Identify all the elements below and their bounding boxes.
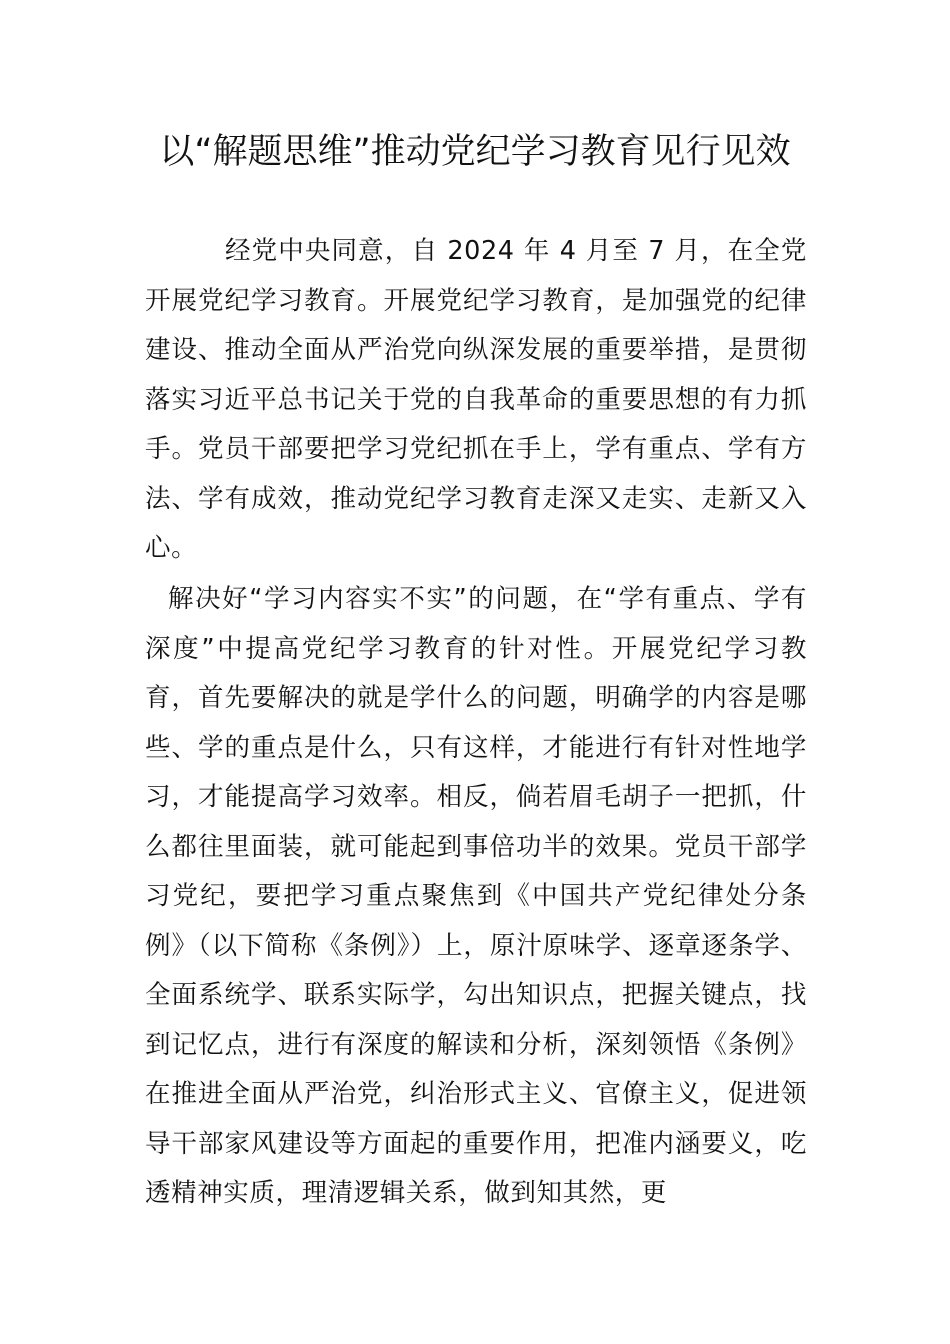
paragraph-2: 解决好“学习内容实不实”的问题，在“学有重点、学有深度”中提高党纪学习教育的针对性。开展党纪学习教育，首先要解决的就是学什么的问题，明确学的内容是哪些、学的重点是什么，只有这样，才能进行有针对性地学习，才能提高学习效率。相反，倘若眉毛胡子一把抓，什么都往里面装，就可能起到事倍功半的效果。党员干部学习党纪，要把学习重点聚焦到《中国共产党纪律处分条例》（以下简称《条例》）上，原汁原味学、逐章逐条学、全面系统学、联系实际学，勾出知识点，把握关键点，找到记忆点，进行有深度的解读和分析，深刻领悟《条例》在推进全面从严治党，纠治形式主义、官僚主义，促进领导干部家风建设等方面起的重要作用，把准内涵要义，吃透精神实质，理清逻辑关系，做到知其然，更 <box>145 584 807 1208</box>
paragraph-1: 经党中央同意，自 2024 年 4 月至 7 月，在全党开展党纪学习教育。开展党纪学习教育，是加强党的纪律建设、推动全面从严治党向纵深发展的重要举措，是贯彻落实习近平总书记关于党的自我革命的重要思想的有力抓手。党员干部要把学习党纪抓在手上，学有重点、学有方法、学有成效，推动党纪学习教育走深又走实、走新又入心。 <box>145 236 807 563</box>
document-title: 以“解题思维”推动党纪学习教育见行见效 <box>159 132 791 172</box>
